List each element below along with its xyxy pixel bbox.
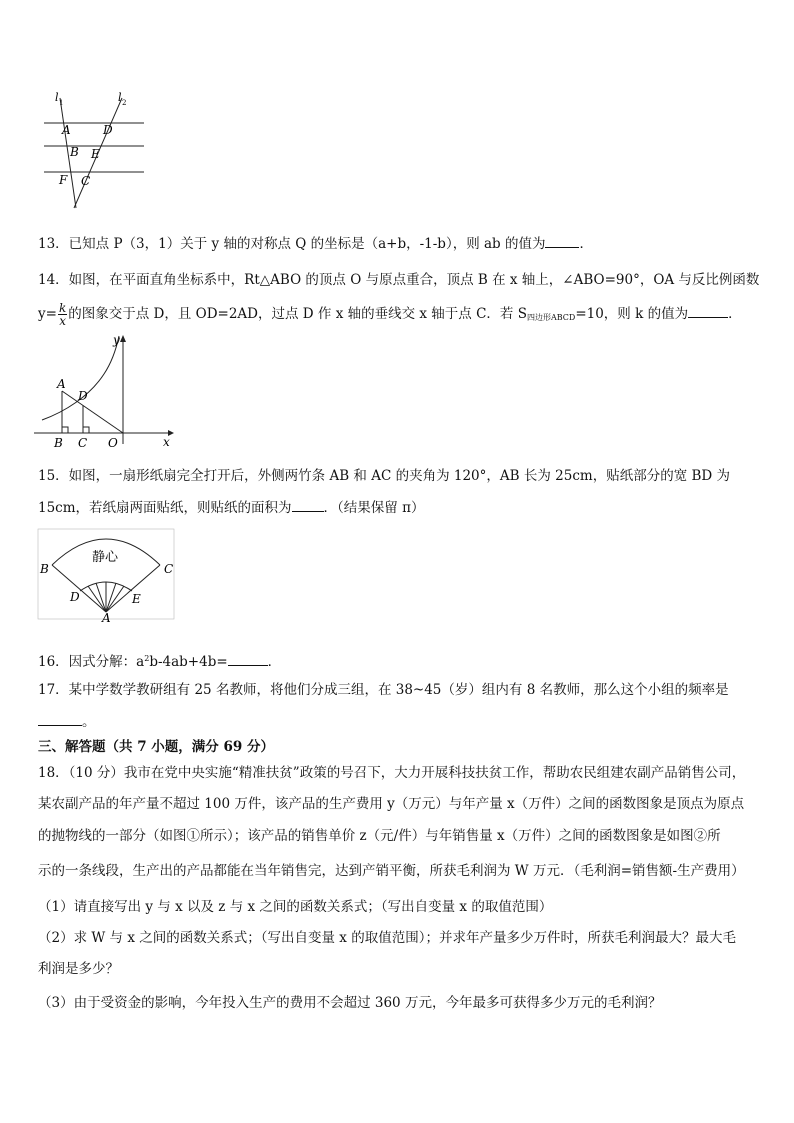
question-14-line2 (38, 300, 742, 332)
label-y: y (113, 333, 120, 347)
question-16-expression: b-4ab+4b= (149, 654, 228, 670)
label-A: A (62, 123, 71, 137)
label-A: A (102, 611, 111, 623)
question-18-line1: 18．（10 分）我市在党中央实施“精准扶贫”政策的号召下，大力开展科技扶贫工作，帮助农民组建农副产品销售公司， (38, 765, 746, 781)
fan-figure (36, 527, 178, 623)
label-B: B (54, 436, 63, 450)
question-14-line1: 14．如图，在平面直角坐标系中，Rt△ABO 的顶点 O 与原点重合，顶点 B 在 x 轴上，∠ABO=90°，OA 与反比例函数 (38, 272, 760, 288)
question-15-line1: 15．如图，一扇形纸扇完全打开后，外侧两竹条 AB 和 AC 的夹角为 120°，AB 长为 25cm，贴纸部分的宽 BD 为 (38, 468, 731, 484)
parallel-lines-figure (40, 90, 150, 210)
question-18-line3: 的抛物线的一部分（如图①所示）；该产品的销售单价 z（元/件）与年销售量 x（万件）之间的函数图象是如图②所 (38, 828, 721, 844)
label-O: O (108, 436, 118, 450)
question-13 (38, 233, 593, 254)
label-A: A (57, 377, 66, 391)
answer-blank-15[interactable] (292, 497, 324, 512)
question-13-end: ． (579, 236, 593, 252)
question-18-part1: （1）请直接写出 y 与 x 以及 z 与 x 之间的函数关系式；（写出自变量 x 的取值范围） (38, 899, 553, 915)
label-l2-sub: 2 (122, 99, 127, 107)
label-C: C (81, 174, 91, 188)
fraction-denominator: x (59, 314, 66, 328)
area-subscript: 四边形ABCD (526, 313, 576, 322)
right-angle-B (62, 427, 68, 433)
answer-blank-17[interactable] (38, 711, 82, 726)
question-15-line2 (38, 497, 424, 518)
question-16 (38, 649, 281, 672)
label-l2: l (118, 91, 122, 104)
question-18-line2: 某农副产品的年产量不超过 100 万件，该产品的生产费用 y（万元）与年产量 x（万件）之间的函数图象是顶点为原点 (38, 796, 745, 812)
label-C: C (164, 562, 174, 576)
label-B: B (70, 145, 79, 159)
label-D: D (78, 389, 88, 403)
y-axis-arrow (120, 335, 126, 342)
question-15-line2-tail: ．（结果保留 π） (323, 500, 425, 516)
question-16-text: 16．因式分解：a (38, 654, 145, 670)
answer-blank-16[interactable] (228, 651, 268, 666)
label-l1-sub: 1 (59, 99, 64, 107)
fan-center-text: 静心 (92, 550, 119, 565)
question-17-line1: 17．某中学数学教研组有 25 名教师，将他们分成三组，在 38~45（岁）组内有 8 名教师，那么这个小组的频率是 (38, 682, 729, 698)
answer-blank-14[interactable] (688, 303, 728, 318)
label-C: C (78, 436, 88, 450)
question-18-part2-line2: 利润是多少？ (38, 961, 119, 977)
answer-blank-13[interactable] (545, 233, 579, 248)
question-17-end: 。 (82, 714, 96, 730)
question-13-text: 13．已知点 P（3，1）关于 y 轴的对称点 Q 的坐标是（a+b，-1-b），则 ab 的值为 (38, 236, 546, 252)
question-18-line4: 示的一条线段，生产出的产品都能在当年销售完，达到产销平衡，所获毛利润为 W 万元．（毛利润=销售额-生产费用） (38, 863, 745, 879)
label-D: D (70, 590, 80, 604)
label-B: B (40, 562, 49, 576)
exponent: 2 (144, 654, 150, 663)
label-l1: l (55, 91, 59, 104)
question-18-part3: （3）由于受资金的影响，今年投入生产的费用不会超过 360 万元，今年最多可获得多少万元的毛利润？ (38, 995, 662, 1011)
question-14-line2-tail: =10，则 k 的值为 (575, 306, 689, 322)
label-x: x (163, 435, 170, 449)
section-heading: 三、解答题（共 7 小题，满分 69 分） (38, 739, 274, 755)
function-y-equals: y= (38, 306, 57, 322)
label-D: D (103, 123, 113, 137)
label-E: E (91, 147, 100, 161)
question-18-part2-line1: （2）求 W 与 x 之间的函数关系式；（写出自变量 x 的取值范围）；并求年产量多少万件时，所获毛利润最大？最大毛 (38, 930, 736, 946)
question-17-line2 (38, 711, 96, 732)
fraction-k-over-x (58, 302, 67, 327)
fraction-numerator: k (58, 301, 67, 315)
label-F: F (59, 173, 68, 187)
right-angle-C (83, 427, 89, 433)
hyperbola-curve (42, 336, 119, 420)
coordinate-figure (34, 332, 179, 450)
question-16-end: ． (267, 654, 282, 670)
question-15-line2-text: 15cm，若纸扇两面贴纸，则贴纸的面积为 (38, 500, 292, 516)
question-14-end: ． (728, 306, 742, 322)
label-E: E (132, 592, 141, 606)
question-14-line2-text: 的图象交于点 D，且 OD=2AD，过点 D 作 x 轴的垂线交 x 轴于点 C．若 S (68, 306, 527, 322)
segment-AO (62, 391, 123, 433)
